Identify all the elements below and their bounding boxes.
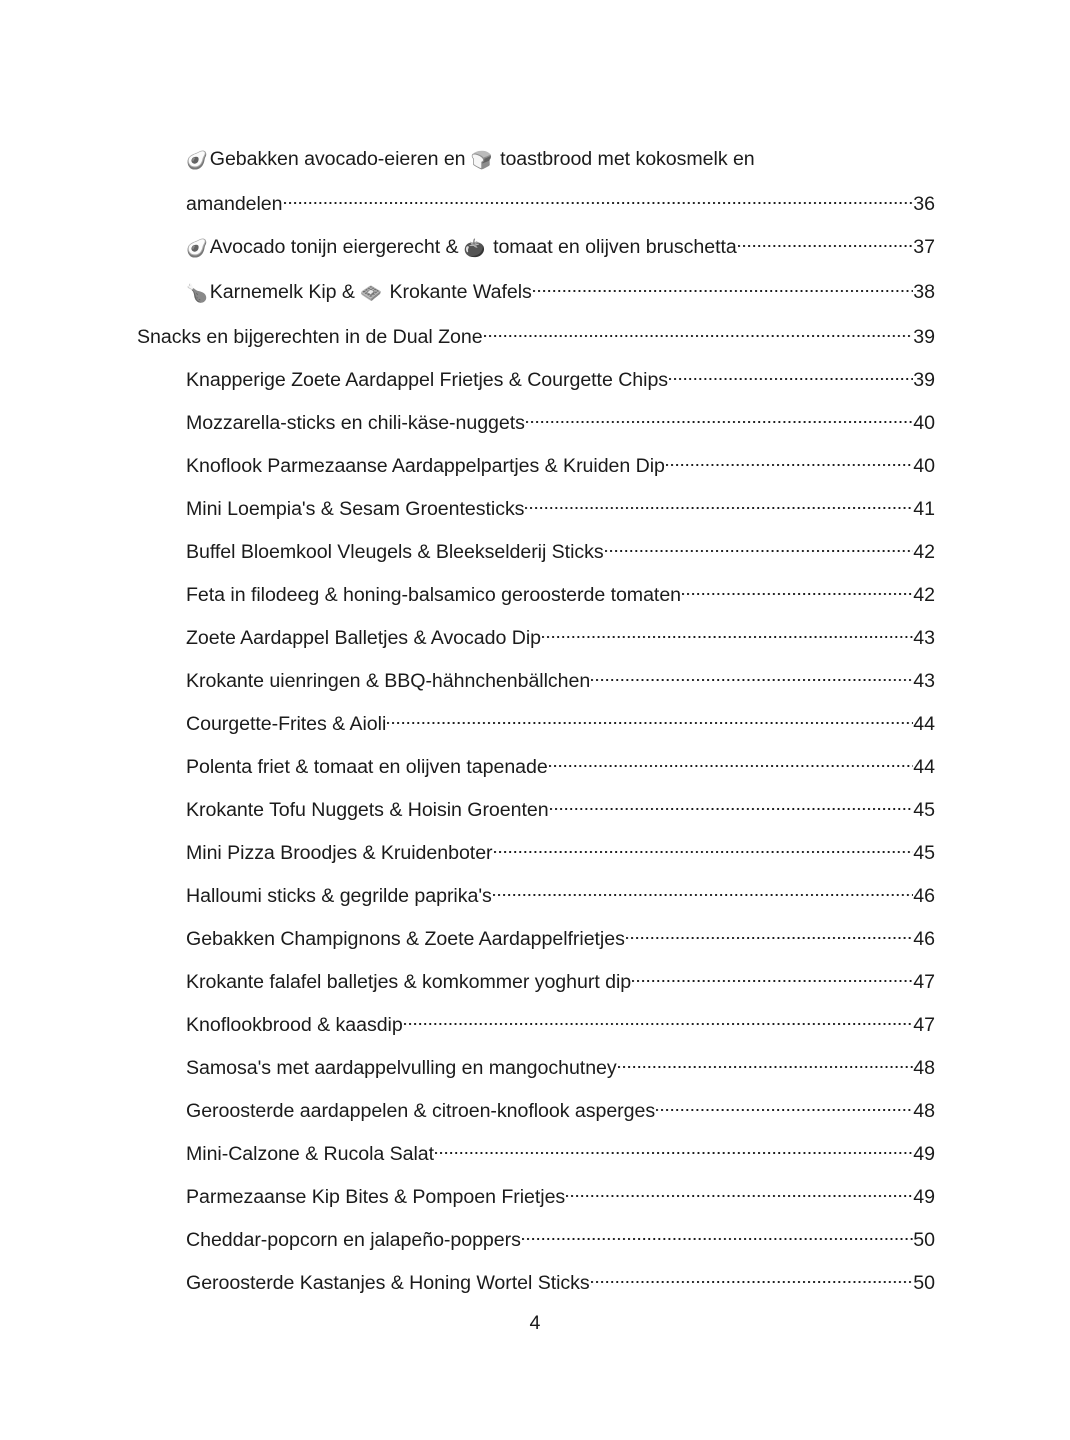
toc-entry-title xyxy=(186,1219,521,1262)
toc-entry-title xyxy=(186,1133,434,1176)
toc-page-number[interactable]: 48 xyxy=(913,1057,935,1079)
toc-entry-row xyxy=(186,1262,935,1305)
toc-entry-title xyxy=(186,875,492,918)
toc-entry-title-text: Cheddar-popcorn en jalapeño-poppers xyxy=(186,1229,521,1251)
toc-entry-title xyxy=(186,1004,403,1047)
dot-leader xyxy=(591,1269,914,1289)
toc-entry-row xyxy=(137,316,935,359)
dot-leader xyxy=(435,1140,913,1160)
toc-entry[interactable] xyxy=(186,1219,935,1262)
toc-entry[interactable] xyxy=(186,746,935,789)
toc-entry-title-text-2: toastbrood met kokosmelk en xyxy=(494,148,755,170)
toc-entry-title-text: Krokante uienringen & BBQ-hähnchenbällchen xyxy=(186,670,591,692)
toc-entry-row xyxy=(186,789,935,832)
toc-entry-title xyxy=(186,574,681,617)
dot-leader xyxy=(682,581,913,601)
dot-leader xyxy=(525,495,913,515)
waffle-icon: 🧇 xyxy=(360,284,383,304)
toc-entry[interactable] xyxy=(186,1004,935,1047)
toc-entry[interactable] xyxy=(186,574,935,617)
toc-page-number[interactable]: 50 xyxy=(913,1272,935,1294)
toc-entry-title-tail: amandelen xyxy=(186,193,283,215)
toc-entry[interactable] xyxy=(186,660,935,703)
toc-page-number[interactable]: 44 xyxy=(913,713,935,735)
dot-leader xyxy=(526,409,913,429)
avocado-icon: 🥑 xyxy=(186,239,208,259)
toc-entry-title-text: Mini Loempia's & Sesam Groentesticks xyxy=(186,498,525,520)
toc-entry-row xyxy=(186,359,935,402)
toc-entry-title-text: Polenta friet & tomaat en olijven tapenade xyxy=(186,756,548,778)
toc-entry-title-text: Krokante falafel balletjes & komkommer yoghurt dip xyxy=(186,971,632,993)
toc-entry-row xyxy=(186,1176,935,1219)
toc-entry-row xyxy=(186,832,935,875)
toc-entry-row xyxy=(186,918,935,961)
toc-entry[interactable] xyxy=(186,1176,935,1219)
toc-page-number[interactable]: 41 xyxy=(913,498,935,520)
toc-page-number[interactable]: 50 xyxy=(913,1229,935,1251)
toc-entry-title-text: Gebakken Champignons & Zoete Aardappelfrietjes xyxy=(186,928,625,950)
toc-page-number[interactable]: 43 xyxy=(913,627,935,649)
dot-leader xyxy=(605,538,914,558)
dot-leader xyxy=(626,925,913,945)
dot-leader xyxy=(632,968,913,988)
toc-page-number[interactable]: 49 xyxy=(913,1143,935,1165)
toc-entry[interactable] xyxy=(186,359,935,402)
toc-entry-row xyxy=(186,1133,935,1176)
toc-entry-row xyxy=(186,617,935,660)
toc-entry-row xyxy=(186,1090,935,1133)
toc-entry-title-text: Karnemelk Kip & xyxy=(209,281,361,303)
toc-entry-title-text: Mozzarella-sticks en chili-käse-nuggets xyxy=(186,412,525,434)
dot-leader xyxy=(656,1097,913,1117)
toc-entry-title-text: Geroosterde aardappelen & citroen-knoflook asperges xyxy=(186,1100,656,1122)
toc-page-number[interactable]: 38 xyxy=(913,281,935,303)
dot-leader xyxy=(522,1226,913,1246)
toc-entry-title-text: Geroosterde Kastanjes & Honing Wortel Sticks xyxy=(186,1272,590,1294)
toc-entry-title xyxy=(186,832,493,875)
toc-entry[interactable] xyxy=(186,226,935,271)
dot-leader xyxy=(618,1054,914,1074)
toc-entry-title xyxy=(137,316,483,359)
toc-entry[interactable] xyxy=(186,617,935,660)
toc-entry-title-text-2: tomaat en olijven bruschetta xyxy=(487,236,737,258)
toc-entry-title-text: Knoflookbrood & kaasdip xyxy=(186,1014,403,1036)
toc-page-number[interactable]: 40 xyxy=(913,412,935,434)
dot-leader xyxy=(566,1183,913,1203)
toc-entry-title-text: Snacks en bijgerechten in de Dual Zone xyxy=(137,326,483,348)
toc-entry-title-text: Gebakken avocado-eieren en xyxy=(209,148,471,170)
toc-entry-title-text: Parmezaanse Kip Bites & Pompoen Frietjes xyxy=(186,1186,566,1208)
toc-page-number[interactable]: 46 xyxy=(913,885,935,907)
toc-entry-title xyxy=(186,402,525,445)
toc-entry-row xyxy=(186,703,935,746)
dot-leader xyxy=(549,753,914,773)
toc-entry-title xyxy=(186,488,524,531)
tomato-icon: 🍅 xyxy=(463,239,486,259)
toc-entry-title xyxy=(186,746,548,789)
toc-entry-row xyxy=(186,574,935,617)
dot-leader xyxy=(387,710,913,730)
toc-entry-row xyxy=(186,271,935,316)
toc-entry-title xyxy=(186,789,549,832)
toc-entry-title-text: Samosa's met aardappelvulling en mangochutney xyxy=(186,1057,617,1079)
toc-page-number[interactable]: 42 xyxy=(913,584,935,606)
toc-page-number[interactable]: 36 xyxy=(913,193,935,215)
toc-entry-row xyxy=(186,660,935,703)
toc-page-number[interactable]: 48 xyxy=(913,1100,935,1122)
dot-leader xyxy=(284,190,914,210)
dot-leader xyxy=(494,839,914,859)
toc-page-number[interactable]: 39 xyxy=(913,326,935,348)
dot-leader xyxy=(550,796,914,816)
toc-entry[interactable] xyxy=(186,832,935,875)
toc-entry-title xyxy=(186,1176,565,1219)
dot-leader xyxy=(591,667,913,687)
toc-entry[interactable] xyxy=(186,1133,935,1176)
toc-page-number[interactable]: 45 xyxy=(913,799,935,821)
poultry-leg-icon: 🍗 xyxy=(186,284,208,304)
toc-entry[interactable] xyxy=(186,402,935,445)
toc-entry[interactable] xyxy=(186,138,935,226)
toc-entry-title-text: Mini Pizza Broodjes & Kruidenboter xyxy=(186,842,493,864)
toc-entry-title-text: Mini-Calzone & Rucola Salat xyxy=(186,1143,435,1165)
toc-entry[interactable] xyxy=(186,875,935,918)
toc-entry-title xyxy=(186,918,625,961)
toc-page-number[interactable]: 47 xyxy=(913,971,935,993)
toc-entry[interactable] xyxy=(186,1047,935,1090)
dot-leader xyxy=(533,278,914,298)
dot-leader xyxy=(542,624,913,644)
toc-entry-row xyxy=(186,402,935,445)
toc-entry-title xyxy=(186,1047,617,1090)
toc-entry-title-text: Krokante Tofu Nuggets & Hoisin Groenten xyxy=(186,799,549,821)
toc-entry[interactable] xyxy=(186,445,935,488)
toc-entry-title-text: Buffel Bloemkool Vleugels & Bleekselderij Sticks xyxy=(186,541,604,563)
toc-page-number[interactable]: 43 xyxy=(913,670,935,692)
toc-entry-title xyxy=(186,617,541,660)
toc-page-number[interactable]: 47 xyxy=(913,1014,935,1036)
toc-page-number[interactable]: 37 xyxy=(913,236,935,258)
toc-entry-title-text-2: Krokante Wafels xyxy=(384,281,532,303)
toc-entry-title xyxy=(186,703,386,746)
toc-entry-title xyxy=(186,226,737,271)
toc-entry-title-text: Knoflook Parmezaanse Aardappelpartjes & Kruiden Dip xyxy=(186,455,665,477)
toc-entry-title-text: Courgette-Frites & Aioli xyxy=(186,713,387,735)
toc-entry-row xyxy=(186,1219,935,1262)
toc-entry-row xyxy=(186,138,935,226)
toc-entry-title xyxy=(186,359,668,402)
page-number: 4 xyxy=(529,1312,541,1334)
toc-entry-row xyxy=(186,445,935,488)
toc-entry-title xyxy=(186,148,755,170)
toc-entry[interactable] xyxy=(186,703,935,746)
toc-page-number[interactable]: 39 xyxy=(913,369,935,391)
toc-page-number[interactable]: 44 xyxy=(913,756,935,778)
dot-leader xyxy=(738,233,914,253)
toc-entry-title xyxy=(186,961,631,1004)
toc-page-number[interactable]: 46 xyxy=(913,928,935,950)
toc-entry-row xyxy=(186,1047,935,1090)
bread-icon: 🍞 xyxy=(470,151,493,171)
toc-entry-title xyxy=(186,531,604,574)
toc-entry-row xyxy=(186,961,935,1004)
toc-entry-title-text: Halloumi sticks & gegrilde paprika's xyxy=(186,885,492,907)
toc-entry[interactable] xyxy=(186,488,935,531)
toc-entry[interactable] xyxy=(186,531,935,574)
toc-entry-title xyxy=(186,271,532,316)
toc-entry-title-text: Avocado tonijn eiergerecht & xyxy=(209,236,464,258)
toc-entry-row xyxy=(186,531,935,574)
toc-entry-title xyxy=(186,1090,655,1133)
toc-page-number[interactable]: 49 xyxy=(913,1186,935,1208)
toc-entry-title xyxy=(186,445,665,488)
toc-page-number[interactable]: 42 xyxy=(913,541,935,563)
table-of-contents xyxy=(137,138,935,1305)
toc-entry[interactable] xyxy=(186,918,935,961)
toc-entry-title-text: Knapperige Zoete Aardappel Frietjes & Courgette Chips xyxy=(186,369,669,391)
dot-leader xyxy=(484,323,914,343)
toc-page-number[interactable]: 45 xyxy=(913,842,935,864)
toc-entry[interactable] xyxy=(186,961,935,1004)
toc-entry-title xyxy=(186,660,590,703)
toc-entry[interactable] xyxy=(137,316,935,359)
toc-entry[interactable] xyxy=(186,1090,935,1133)
dot-leader xyxy=(493,882,914,902)
toc-entry-row xyxy=(186,1004,935,1047)
toc-entry-row xyxy=(186,746,935,789)
toc-entry-title xyxy=(186,1262,590,1305)
dot-leader xyxy=(669,366,913,386)
avocado-icon: 🥑 xyxy=(186,151,208,171)
toc-entry-row xyxy=(186,488,935,531)
toc-entry-title-text: Feta in filodeeg & honing-balsamico geroosterde tomaten xyxy=(186,584,682,606)
toc-entry[interactable] xyxy=(186,789,935,832)
toc-page-number[interactable]: 40 xyxy=(913,455,935,477)
toc-entry[interactable] xyxy=(186,271,935,316)
toc-entry[interactable] xyxy=(186,1262,935,1305)
toc-entry-row xyxy=(186,226,935,271)
dot-leader xyxy=(404,1011,914,1031)
toc-entry-title-text: Zoete Aardappel Balletjes & Avocado Dip xyxy=(186,627,541,649)
toc-entry-wrap-tail xyxy=(186,183,935,226)
toc-entry-row xyxy=(186,875,935,918)
dot-leader xyxy=(666,452,913,472)
